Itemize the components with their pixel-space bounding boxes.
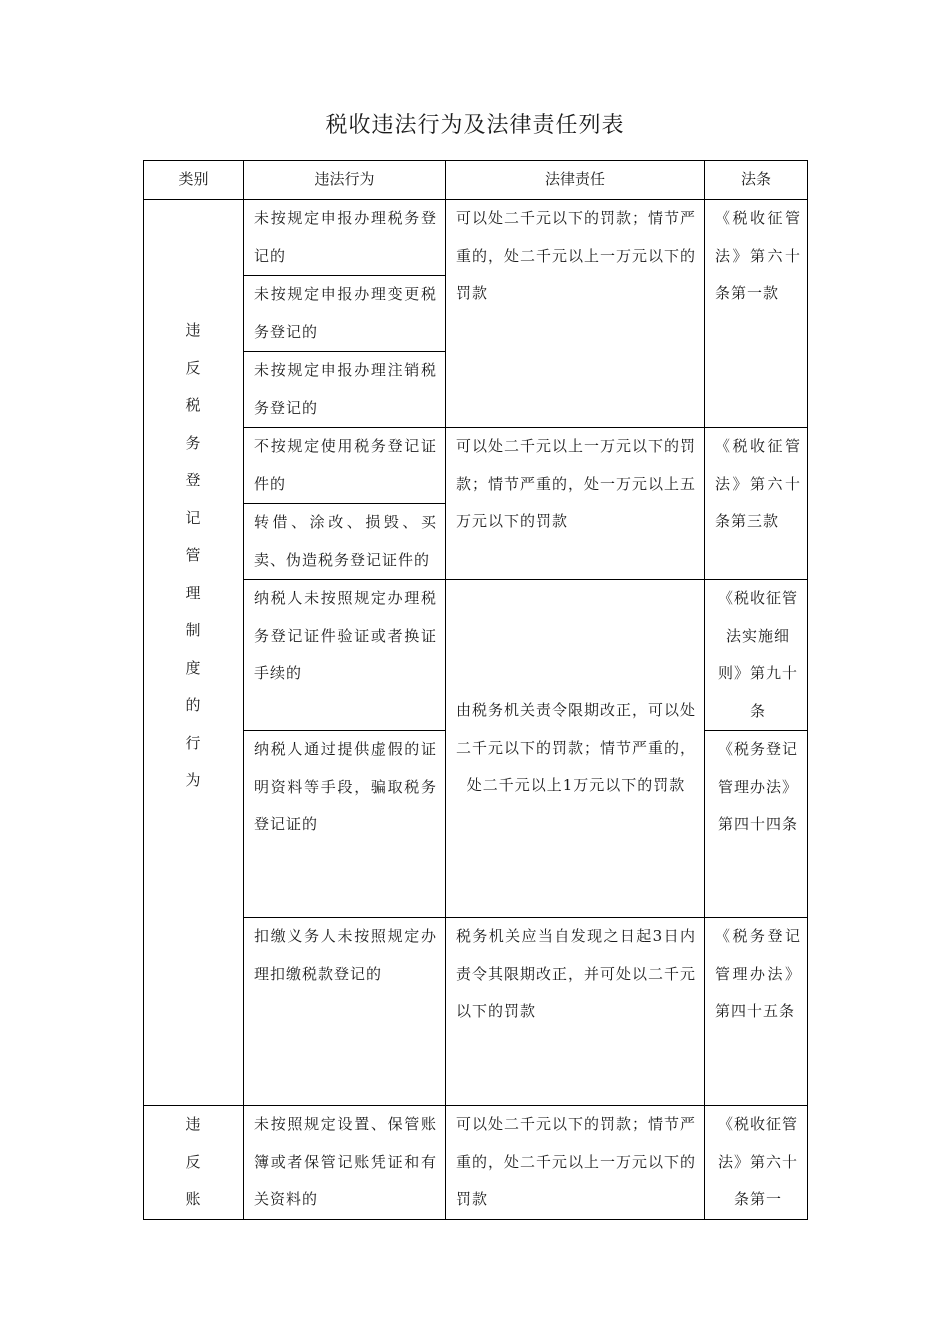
liability-text: 可以处二千元以下的罚款；情节严重的，处二千元以上一万元以下的罚款 [456,209,697,302]
liability-text: 由税务机关责令限期改正，可以处二千元以下的罚款；情节严重的，处二千元以上1万元以下的罚款 [456,701,697,795]
article-text: 《税收征管法实施细则》第九十条 [717,589,798,720]
category-char: 行 [185,733,202,752]
category-char: 账 [185,1190,202,1208]
table-row [144,580,808,731]
category-char: 反 [185,1152,202,1171]
article-cell [705,428,808,580]
behavior-cell [244,428,446,504]
header-row [144,161,808,200]
header-article: 法条 [705,161,808,200]
liability-cell [446,918,705,1106]
behavior-cell [244,580,446,731]
behavior-text: 扣缴义务人未按照规定办理扣缴税款登记的 [254,927,437,983]
category-char: 管 [185,546,202,564]
category-char: 的 [185,696,202,714]
header-behavior: 违法行为 [244,161,446,200]
law-table [143,160,808,1220]
table-row [144,918,808,1106]
liability-cell [446,200,705,428]
category-char: 务 [185,433,202,452]
liability-cell [446,428,705,580]
header-liability: 法律责任 [446,161,705,200]
table-row [144,428,808,504]
liability-cell [446,580,705,918]
category-char: 为 [185,771,202,789]
article-text: 《税务登记管理办法》第四十四条 [717,740,798,833]
behavior-cell [244,352,446,428]
behavior-text: 纳税人未按照规定办理税务登记证件验证或者换证手续的 [254,589,437,682]
table-row [144,1106,808,1220]
article-text: 《税收征管法》第六十条第一 [717,1115,798,1208]
category-char: 违 [185,1115,202,1133]
behavior-text: 纳税人通过提供虚假的证明资料等手段，骗取税务登记证的 [254,740,437,833]
category-label [144,200,243,800]
behavior-text: 未按照规定设置、保管账簿或者保管记账凭证和有关资料的 [254,1115,437,1208]
article-text: 《税收征管法》第六十条第一款 [715,209,801,302]
article-cell [705,1106,808,1220]
article-text: 《税收征管法》第六十条第三款 [715,437,801,530]
behavior-text: 未按规定申报办理注销税务登记的 [254,361,437,417]
category-char: 税 [185,396,202,414]
category-label [144,1106,243,1219]
category-char: 理 [185,583,202,602]
document-title: 税收违法行为及法律责任列表 [325,113,625,138]
category-char: 违 [185,321,202,339]
article-cell [705,580,808,731]
liability-text: 可以处二千元以上一万元以下的罚款；情节严重的，处一万元以上五万元以下的罚款 [456,437,697,530]
behavior-cell [244,918,446,1106]
article-cell [705,918,808,1106]
category-char: 登 [185,471,202,489]
behavior-text: 未按规定申报办理税务登记的 [254,209,437,265]
behavior-text: 转借、涂改、损毁、买卖、伪造税务登记证件的 [254,513,437,569]
category-char: 反 [185,358,202,377]
behavior-cell [244,1106,446,1220]
category-char: 记 [185,508,202,527]
behavior-cell [244,731,446,918]
behavior-cell [244,504,446,580]
behavior-cell [244,276,446,352]
header-category: 类别 [144,161,244,200]
liability-cell [446,1106,705,1220]
table-row [144,200,808,276]
article-cell [705,200,808,428]
category-cell [144,200,244,1106]
liability-text: 税务机关应当自发现之日起3日内责令其限期改正，并可处以二千元以下的罚款 [456,927,697,1020]
article-text: 《税务登记管理办法》第四十五条 [715,927,801,1020]
article-cell [705,731,808,918]
behavior-cell [244,200,446,276]
category-char: 制 [185,621,202,639]
liability-text: 可以处二千元以下的罚款；情节严重的，处二千元以上一万元以下的罚款 [456,1115,697,1208]
category-char: 度 [185,658,202,677]
behavior-text: 未按规定申报办理变更税务登记的 [254,285,437,341]
category-cell [144,1106,244,1220]
behavior-text: 不按规定使用税务登记证件的 [254,437,437,493]
